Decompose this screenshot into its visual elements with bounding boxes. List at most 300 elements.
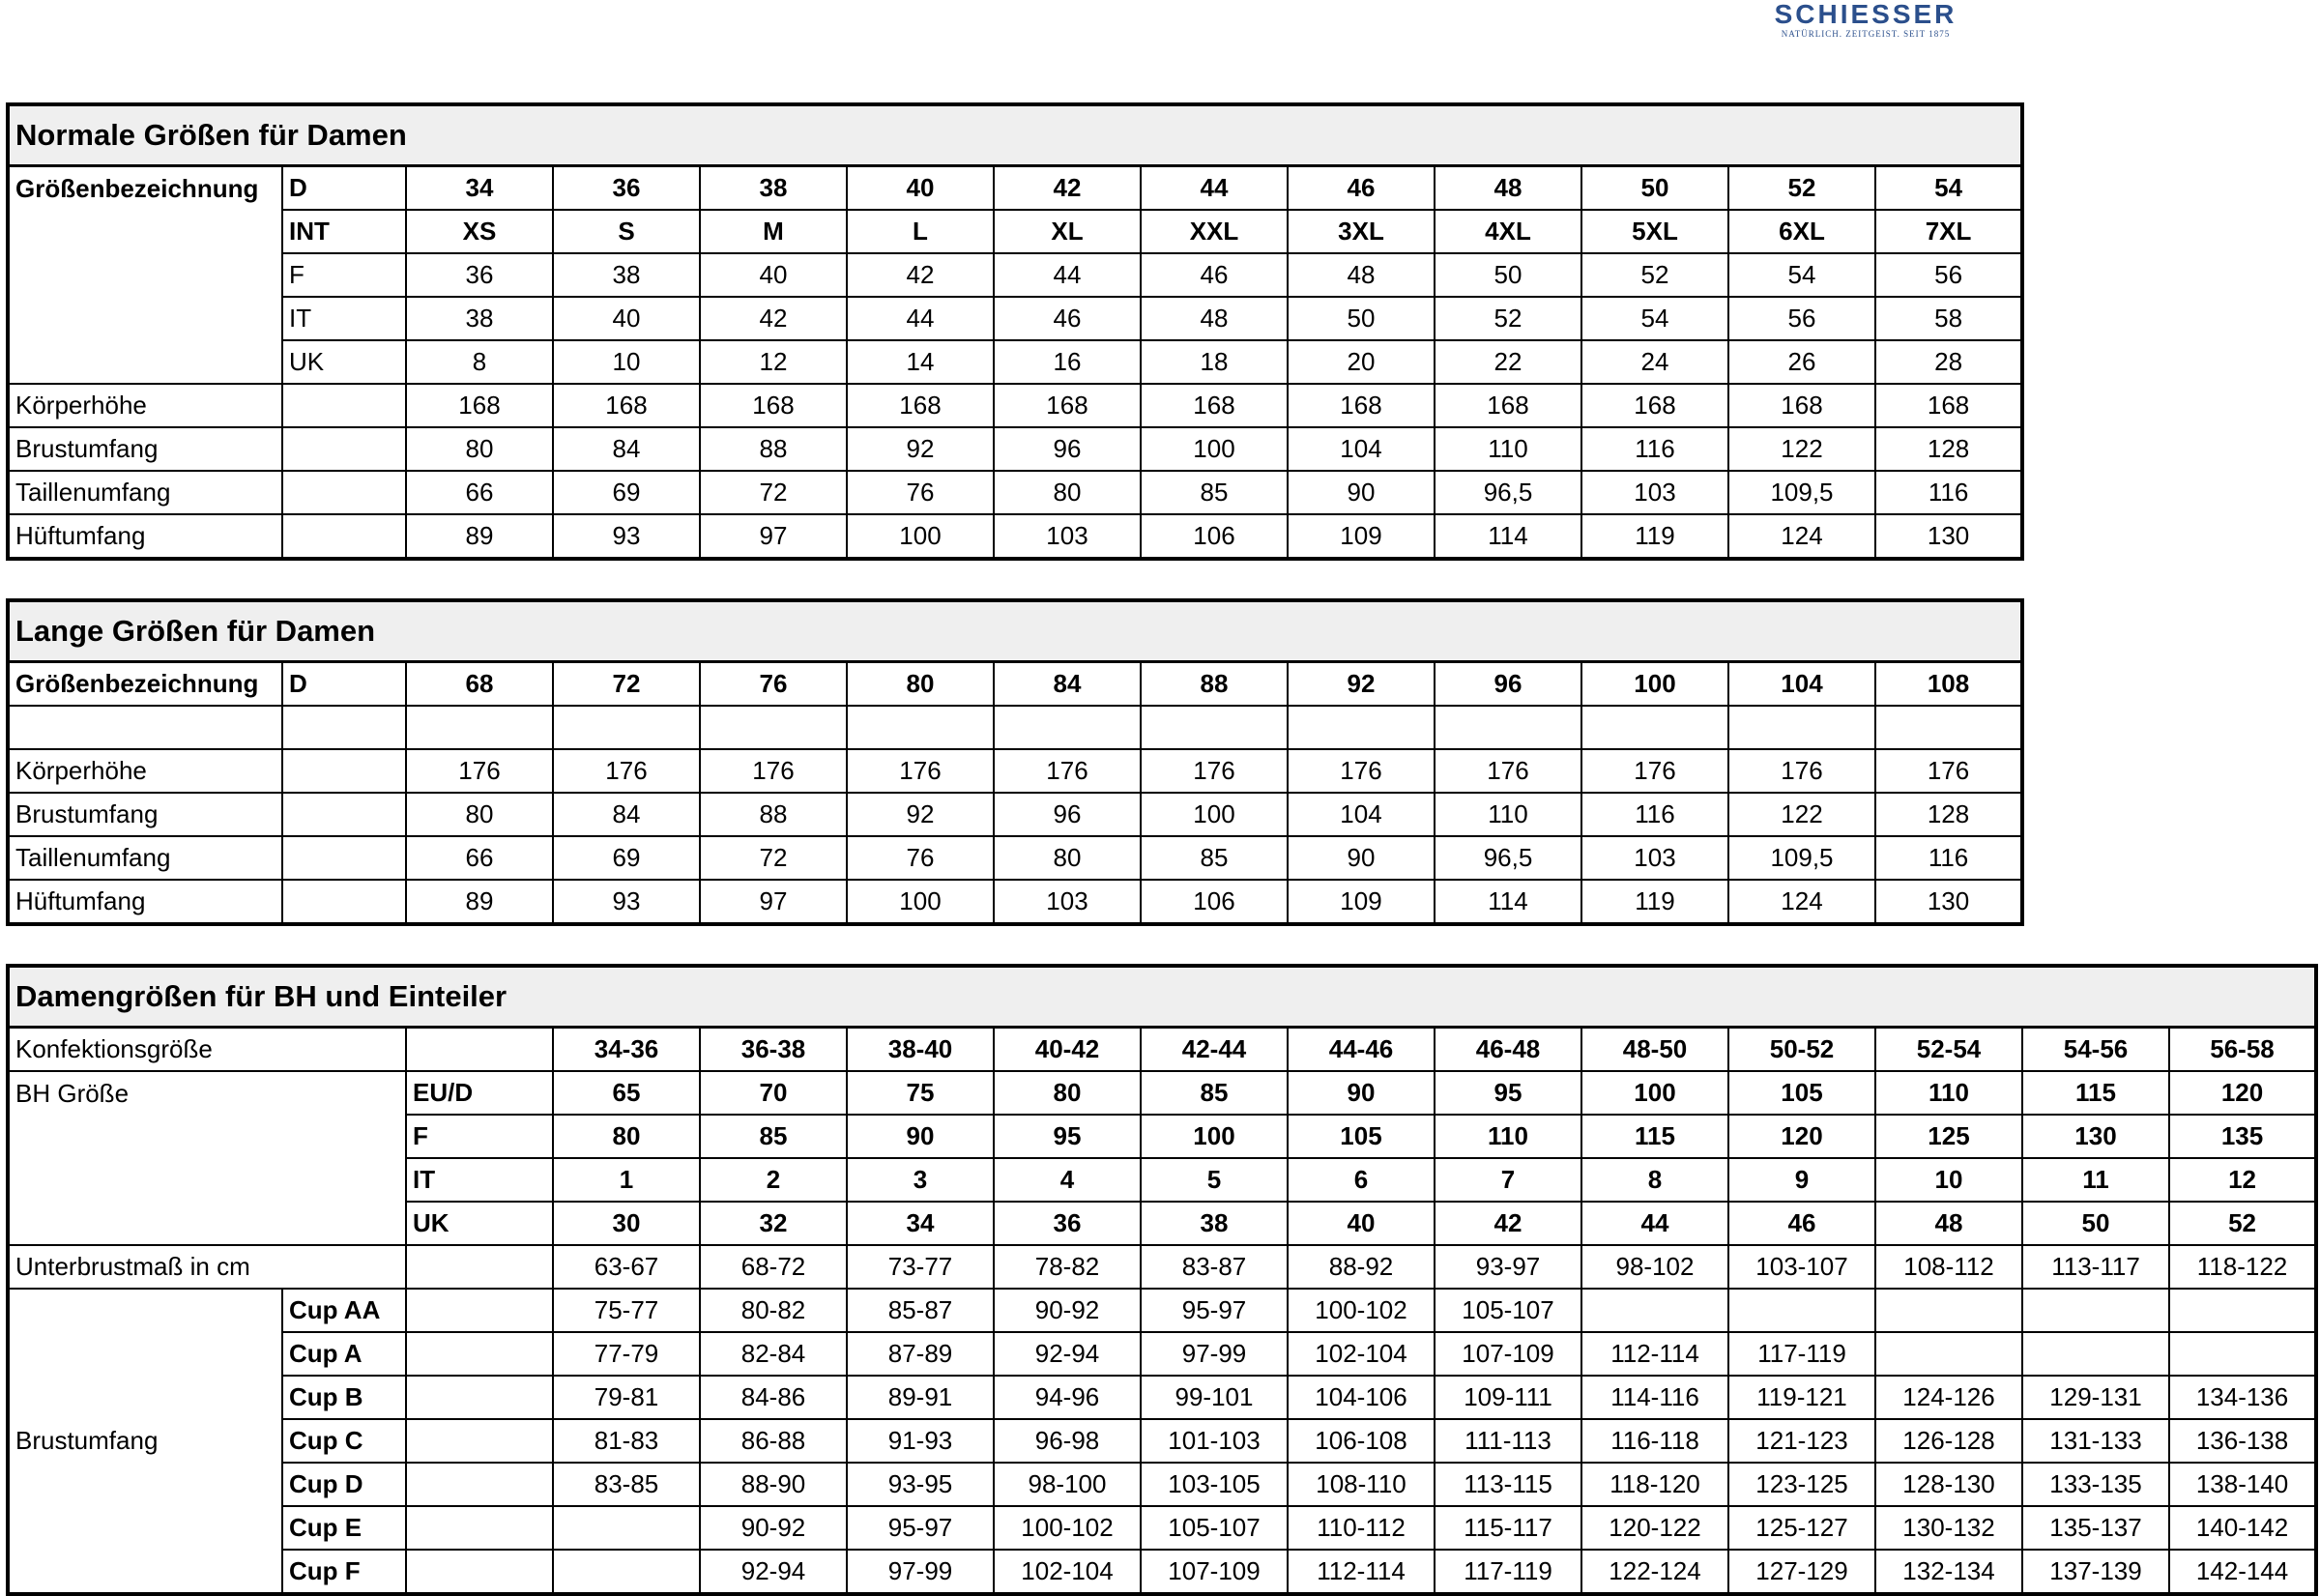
size-value: XL (994, 210, 1141, 253)
size-value: 80 (847, 662, 994, 707)
bust-value: 88-90 (700, 1463, 847, 1506)
bh-size-value: 115 (1581, 1115, 1728, 1158)
bh-size-row-eu-d (8, 1071, 2316, 1115)
empty-cell (282, 471, 406, 514)
bh-size-value: 100 (1141, 1115, 1288, 1158)
measure-value: 168 (1141, 384, 1288, 427)
size-value: 56 (1728, 297, 1875, 340)
measure-value: 84 (553, 427, 700, 471)
bust-value (1875, 1332, 2022, 1376)
empty-cell (847, 706, 994, 749)
bust-value: 81-83 (553, 1419, 700, 1463)
empty-cell (282, 749, 406, 793)
bust-value: 109-111 (1435, 1376, 1581, 1419)
measure-row (8, 793, 2022, 836)
measure-value: 85 (1141, 836, 1288, 880)
bust-value: 105-107 (1435, 1289, 1581, 1332)
bh-size-value: 46 (1728, 1202, 1875, 1245)
bh-size-label: BH Größe (8, 1071, 406, 1115)
measure-value: 85 (1141, 471, 1288, 514)
bh-size-value: 130 (2022, 1115, 2169, 1158)
konfektion-value: 36-38 (700, 1028, 847, 1072)
empty-cell (406, 706, 553, 749)
size-value: 44 (1141, 166, 1288, 211)
bust-value: 138-140 (2169, 1463, 2316, 1506)
size-value: L (847, 210, 994, 253)
bh-size-value: 85 (700, 1115, 847, 1158)
empty-cell (282, 706, 406, 749)
bh-size-value: 110 (1875, 1071, 2022, 1115)
empty-cell (282, 836, 406, 880)
measure-value: 90 (1288, 836, 1435, 880)
size-value: 52 (1728, 166, 1875, 211)
bust-value: 131-133 (2022, 1419, 2169, 1463)
measure-value: 100 (1141, 427, 1288, 471)
size-label (8, 297, 282, 340)
bust-value: 125-127 (1728, 1506, 1875, 1550)
measure-value: 130 (1875, 880, 2022, 924)
size-value: 52 (1581, 253, 1728, 297)
empty-cell (1581, 706, 1728, 749)
bh-size-value: 11 (2022, 1158, 2169, 1202)
bust-value: 99-101 (1141, 1376, 1288, 1419)
measure-value: 122 (1728, 427, 1875, 471)
size-value: 88 (1141, 662, 1288, 707)
size-value: 7XL (1875, 210, 2022, 253)
measure-value: 69 (553, 836, 700, 880)
size-row-d (8, 662, 2022, 707)
bust-value: 102-104 (1288, 1332, 1435, 1376)
measure-label: Brustumfang (8, 427, 282, 471)
underbust-value: 113-117 (2022, 1245, 2169, 1289)
size-value: 56 (1875, 253, 2022, 297)
measure-value: 119 (1581, 514, 1728, 559)
bust-value: 106-108 (1288, 1419, 1435, 1463)
measure-label: Körperhöhe (8, 749, 282, 793)
measure-value: 80 (406, 427, 553, 471)
empty-cell (406, 1419, 553, 1463)
measure-value: 103 (1581, 836, 1728, 880)
bust-value: 97-99 (847, 1550, 994, 1594)
bh-size-value: 32 (700, 1202, 847, 1245)
size-value: 52 (1435, 297, 1581, 340)
measure-value: 96 (994, 427, 1141, 471)
size-system: IT (406, 1158, 553, 1202)
size-system: IT (282, 297, 406, 340)
measure-value: 104 (1288, 427, 1435, 471)
logo-name: SCHIESSER (1774, 0, 1958, 29)
bh-size-value: 50 (2022, 1202, 2169, 1245)
cup-row (8, 1332, 2316, 1376)
bh-size-value: 2 (700, 1158, 847, 1202)
size-value: 8 (406, 340, 553, 384)
size-value: 16 (994, 340, 1141, 384)
measure-value: 89 (406, 514, 553, 559)
measure-row (8, 836, 2022, 880)
size-value: 38 (553, 253, 700, 297)
bh-size-value: 95 (994, 1115, 1141, 1158)
konfektion-value: 48-50 (1581, 1028, 1728, 1072)
size-value: 20 (1288, 340, 1435, 384)
empty-cell (1875, 706, 2022, 749)
bust-label: Brustumfang (8, 1289, 282, 1594)
measure-value: 72 (700, 836, 847, 880)
bust-value: 132-134 (1875, 1550, 2022, 1594)
measure-value: 176 (553, 749, 700, 793)
measure-label: Brustumfang (8, 793, 282, 836)
bh-size-label (8, 1202, 406, 1245)
size-value: 50 (1288, 297, 1435, 340)
bh-size-value: 105 (1728, 1071, 1875, 1115)
bh-size-value: 120 (1728, 1115, 1875, 1158)
measure-value: 130 (1875, 514, 2022, 559)
measure-value: 168 (700, 384, 847, 427)
bust-value: 130-132 (1875, 1506, 2022, 1550)
bust-value: 102-104 (994, 1550, 1141, 1594)
measure-value: 114 (1435, 880, 1581, 924)
measure-value: 90 (1288, 471, 1435, 514)
size-value: 84 (994, 662, 1141, 707)
size-system: INT (282, 210, 406, 253)
measure-value: 176 (1141, 749, 1288, 793)
measure-row (8, 514, 2022, 559)
bh-size-value: 3 (847, 1158, 994, 1202)
bust-value: 120-122 (1581, 1506, 1728, 1550)
measure-value: 168 (553, 384, 700, 427)
measure-label: Taillenumfang (8, 836, 282, 880)
bust-value (2169, 1289, 2316, 1332)
size-value: 68 (406, 662, 553, 707)
bust-value: 123-125 (1728, 1463, 1875, 1506)
bh-size-value: 80 (994, 1071, 1141, 1115)
measure-value: 168 (994, 384, 1141, 427)
bust-value: 95-97 (847, 1506, 994, 1550)
size-value: 104 (1728, 662, 1875, 707)
size-value: 58 (1875, 297, 2022, 340)
measure-value: 114 (1435, 514, 1581, 559)
bust-value: 100-102 (1288, 1289, 1435, 1332)
size-value: 46 (1288, 166, 1435, 211)
size-value: 72 (553, 662, 700, 707)
cup-label: Cup F (282, 1550, 406, 1594)
size-label: Größenbezeichnung (8, 166, 282, 211)
measure-value: 168 (1875, 384, 2022, 427)
bust-value: 140-142 (2169, 1506, 2316, 1550)
size-value: 22 (1435, 340, 1581, 384)
underbust-value: 78-82 (994, 1245, 1141, 1289)
empty-cell (282, 880, 406, 924)
bust-value: 98-100 (994, 1463, 1141, 1506)
bust-value: 84-86 (700, 1376, 847, 1419)
measure-value: 119 (1581, 880, 1728, 924)
empty-row (8, 706, 2022, 749)
bust-value: 129-131 (2022, 1376, 2169, 1419)
size-value: 26 (1728, 340, 1875, 384)
size-value: 54 (1728, 253, 1875, 297)
measure-row (8, 749, 2022, 793)
size-value: 12 (700, 340, 847, 384)
size-value: 28 (1875, 340, 2022, 384)
measure-value: 88 (700, 427, 847, 471)
bh-size-row-uk (8, 1202, 2316, 1245)
measure-value: 176 (700, 749, 847, 793)
size-value: 36 (553, 166, 700, 211)
cup-row (8, 1506, 2316, 1550)
measure-value: 92 (847, 427, 994, 471)
bust-value: 85-87 (847, 1289, 994, 1332)
measure-value: 176 (1581, 749, 1728, 793)
measure-label: Hüftumfang (8, 514, 282, 559)
size-value: 40 (553, 297, 700, 340)
bh-size-value: 135 (2169, 1115, 2316, 1158)
bust-value: 92-94 (994, 1332, 1141, 1376)
underbust-value: 73-77 (847, 1245, 994, 1289)
table-title: Normale Größen für Damen (8, 104, 2022, 166)
size-value: 14 (847, 340, 994, 384)
cup-row (8, 1550, 2316, 1594)
size-value: 18 (1141, 340, 1288, 384)
bh-size-value: 70 (700, 1071, 847, 1115)
size-value: 3XL (1288, 210, 1435, 253)
measure-value: 116 (1875, 836, 2022, 880)
table-title-row (8, 104, 2022, 166)
bh-size-row-it (8, 1158, 2316, 1202)
measure-value: 168 (1728, 384, 1875, 427)
konfektion-value: 52-54 (1875, 1028, 2022, 1072)
size-value: 40 (847, 166, 994, 211)
table-title: Damengrößen für BH und Einteiler (8, 966, 2316, 1028)
empty-cell (406, 1463, 553, 1506)
bust-value: 117-119 (1728, 1332, 1875, 1376)
size-system: F (282, 253, 406, 297)
bh-size-value: 85 (1141, 1071, 1288, 1115)
bust-value: 107-109 (1435, 1332, 1581, 1376)
cup-row (8, 1289, 2316, 1332)
measure-value: 97 (700, 514, 847, 559)
size-label (8, 340, 282, 384)
bh-size-value: 90 (1288, 1071, 1435, 1115)
bh-size-value: 34 (847, 1202, 994, 1245)
bust-value: 117-119 (1435, 1550, 1581, 1594)
size-system: F (406, 1115, 553, 1158)
bh-size-value: 7 (1435, 1158, 1581, 1202)
bust-value: 100-102 (994, 1506, 1141, 1550)
konfektion-row (8, 1028, 2316, 1072)
measure-value: 80 (406, 793, 553, 836)
measure-value: 69 (553, 471, 700, 514)
normal-sizes-table (6, 102, 2024, 561)
measure-value: 168 (1581, 384, 1728, 427)
measure-value: 109,5 (1728, 836, 1875, 880)
measure-value: 76 (847, 836, 994, 880)
underbust-value: 108-112 (1875, 1245, 2022, 1289)
bust-value (553, 1506, 700, 1550)
size-value: 6XL (1728, 210, 1875, 253)
measure-value: 109 (1288, 880, 1435, 924)
measure-value: 116 (1581, 793, 1728, 836)
cup-label: Cup AA (282, 1289, 406, 1332)
bh-size-value: 36 (994, 1202, 1141, 1245)
bust-value: 112-114 (1288, 1550, 1435, 1594)
bh-size-value: 4 (994, 1158, 1141, 1202)
bust-value: 93-95 (847, 1463, 994, 1506)
size-row-uk (8, 340, 2022, 384)
size-value: 50 (1435, 253, 1581, 297)
cup-label: Cup A (282, 1332, 406, 1376)
bust-value: 121-123 (1728, 1419, 1875, 1463)
measure-value: 176 (1435, 749, 1581, 793)
bust-value: 128-130 (1875, 1463, 2022, 1506)
measure-value: 103 (994, 880, 1141, 924)
table-title: Lange Größen für Damen (8, 600, 2022, 662)
cup-row (8, 1463, 2316, 1506)
measure-value: 116 (1581, 427, 1728, 471)
size-value: 34 (406, 166, 553, 211)
underbust-value: 93-97 (1435, 1245, 1581, 1289)
bust-value: 135-137 (2022, 1506, 2169, 1550)
bh-size-value: 44 (1581, 1202, 1728, 1245)
measure-value: 100 (847, 880, 994, 924)
size-system: D (282, 662, 406, 707)
size-value: 4XL (1435, 210, 1581, 253)
measure-value: 124 (1728, 514, 1875, 559)
measure-value: 84 (553, 793, 700, 836)
bh-size-value: 80 (553, 1115, 700, 1158)
size-value: 100 (1581, 662, 1728, 707)
konfektion-value: 34-36 (553, 1028, 700, 1072)
measure-value: 80 (994, 836, 1141, 880)
empty-cell (406, 1028, 553, 1072)
bh-size-value: 40 (1288, 1202, 1435, 1245)
measure-value: 128 (1875, 793, 2022, 836)
bust-value: 124-126 (1875, 1376, 2022, 1419)
measure-value: 93 (553, 880, 700, 924)
measure-row (8, 384, 2022, 427)
bust-value: 142-144 (2169, 1550, 2316, 1594)
empty-cell (282, 514, 406, 559)
measure-value: 124 (1728, 880, 1875, 924)
size-value: 54 (1875, 166, 2022, 211)
konfektion-value: 46-48 (1435, 1028, 1581, 1072)
measure-value: 168 (847, 384, 994, 427)
cup-row (8, 1376, 2316, 1419)
empty-cell (406, 1245, 553, 1289)
bust-value: 82-84 (700, 1332, 847, 1376)
measure-value: 89 (406, 880, 553, 924)
bh-size-value: 10 (1875, 1158, 2022, 1202)
measure-label: Taillenumfang (8, 471, 282, 514)
bust-value: 119-121 (1728, 1376, 1875, 1419)
size-value: 44 (994, 253, 1141, 297)
bust-value: 114-116 (1581, 1376, 1728, 1419)
size-system: UK (406, 1202, 553, 1245)
bust-value: 86-88 (700, 1419, 847, 1463)
long-sizes-table (6, 598, 2024, 926)
measure-value: 76 (847, 471, 994, 514)
konfektion-value: 40-42 (994, 1028, 1141, 1072)
size-value: 48 (1288, 253, 1435, 297)
size-value: 46 (994, 297, 1141, 340)
bh-size-value: 48 (1875, 1202, 2022, 1245)
underbust-value: 68-72 (700, 1245, 847, 1289)
measure-value: 176 (1288, 749, 1435, 793)
empty-cell (1728, 706, 1875, 749)
measure-row (8, 427, 2022, 471)
size-row-int (8, 210, 2022, 253)
empty-cell (994, 706, 1141, 749)
measure-value: 66 (406, 471, 553, 514)
empty-cell (553, 706, 700, 749)
bust-value: 122-124 (1581, 1550, 1728, 1594)
measure-value: 176 (1728, 749, 1875, 793)
size-value: 42 (847, 253, 994, 297)
bust-value: 77-79 (553, 1332, 700, 1376)
bust-value (1728, 1289, 1875, 1332)
konfektion-value: 50-52 (1728, 1028, 1875, 1072)
size-value: 108 (1875, 662, 2022, 707)
bust-value: 113-115 (1435, 1463, 1581, 1506)
bust-value: 136-138 (2169, 1419, 2316, 1463)
size-value: S (553, 210, 700, 253)
bh-size-value: 6 (1288, 1158, 1435, 1202)
konfektion-value: 44-46 (1288, 1028, 1435, 1072)
bust-value: 101-103 (1141, 1419, 1288, 1463)
measure-value: 176 (847, 749, 994, 793)
measure-value: 106 (1141, 880, 1288, 924)
bh-size-value: 75 (847, 1071, 994, 1115)
size-value: 42 (994, 166, 1141, 211)
measure-value: 103 (994, 514, 1141, 559)
size-value: 92 (1288, 662, 1435, 707)
size-label: Größenbezeichnung (8, 662, 282, 707)
size-value: 40 (700, 253, 847, 297)
schiesser-logo (1750, 0, 1982, 39)
bust-value: 112-114 (1581, 1332, 1728, 1376)
bust-value: 103-105 (1141, 1463, 1288, 1506)
empty-cell (1141, 706, 1288, 749)
bh-size-value: 115 (2022, 1071, 2169, 1115)
size-value: 24 (1581, 340, 1728, 384)
bh-size-value: 8 (1581, 1158, 1728, 1202)
bh-size-label (8, 1158, 406, 1202)
measure-value: 97 (700, 880, 847, 924)
measure-value: 168 (1435, 384, 1581, 427)
measure-value: 168 (1288, 384, 1435, 427)
measure-value: 66 (406, 836, 553, 880)
empty-cell (282, 427, 406, 471)
underbust-value: 88-92 (1288, 1245, 1435, 1289)
underbust-value: 118-122 (2169, 1245, 2316, 1289)
size-value: 48 (1141, 297, 1288, 340)
size-value: 76 (700, 662, 847, 707)
bh-size-value: 9 (1728, 1158, 1875, 1202)
measure-value: 104 (1288, 793, 1435, 836)
underbust-value: 83-87 (1141, 1245, 1288, 1289)
measure-value: 96 (994, 793, 1141, 836)
table-title-row (8, 966, 2316, 1028)
measure-value: 80 (994, 471, 1141, 514)
bust-value: 127-129 (1728, 1550, 1875, 1594)
measure-value: 176 (1875, 749, 2022, 793)
bust-value (2169, 1332, 2316, 1376)
underbust-row (8, 1245, 2316, 1289)
measure-value: 110 (1435, 793, 1581, 836)
bh-size-value: 30 (553, 1202, 700, 1245)
size-value: 48 (1435, 166, 1581, 211)
bh-size-value: 120 (2169, 1071, 2316, 1115)
bh-size-value: 110 (1435, 1115, 1581, 1158)
bust-value (1875, 1289, 2022, 1332)
